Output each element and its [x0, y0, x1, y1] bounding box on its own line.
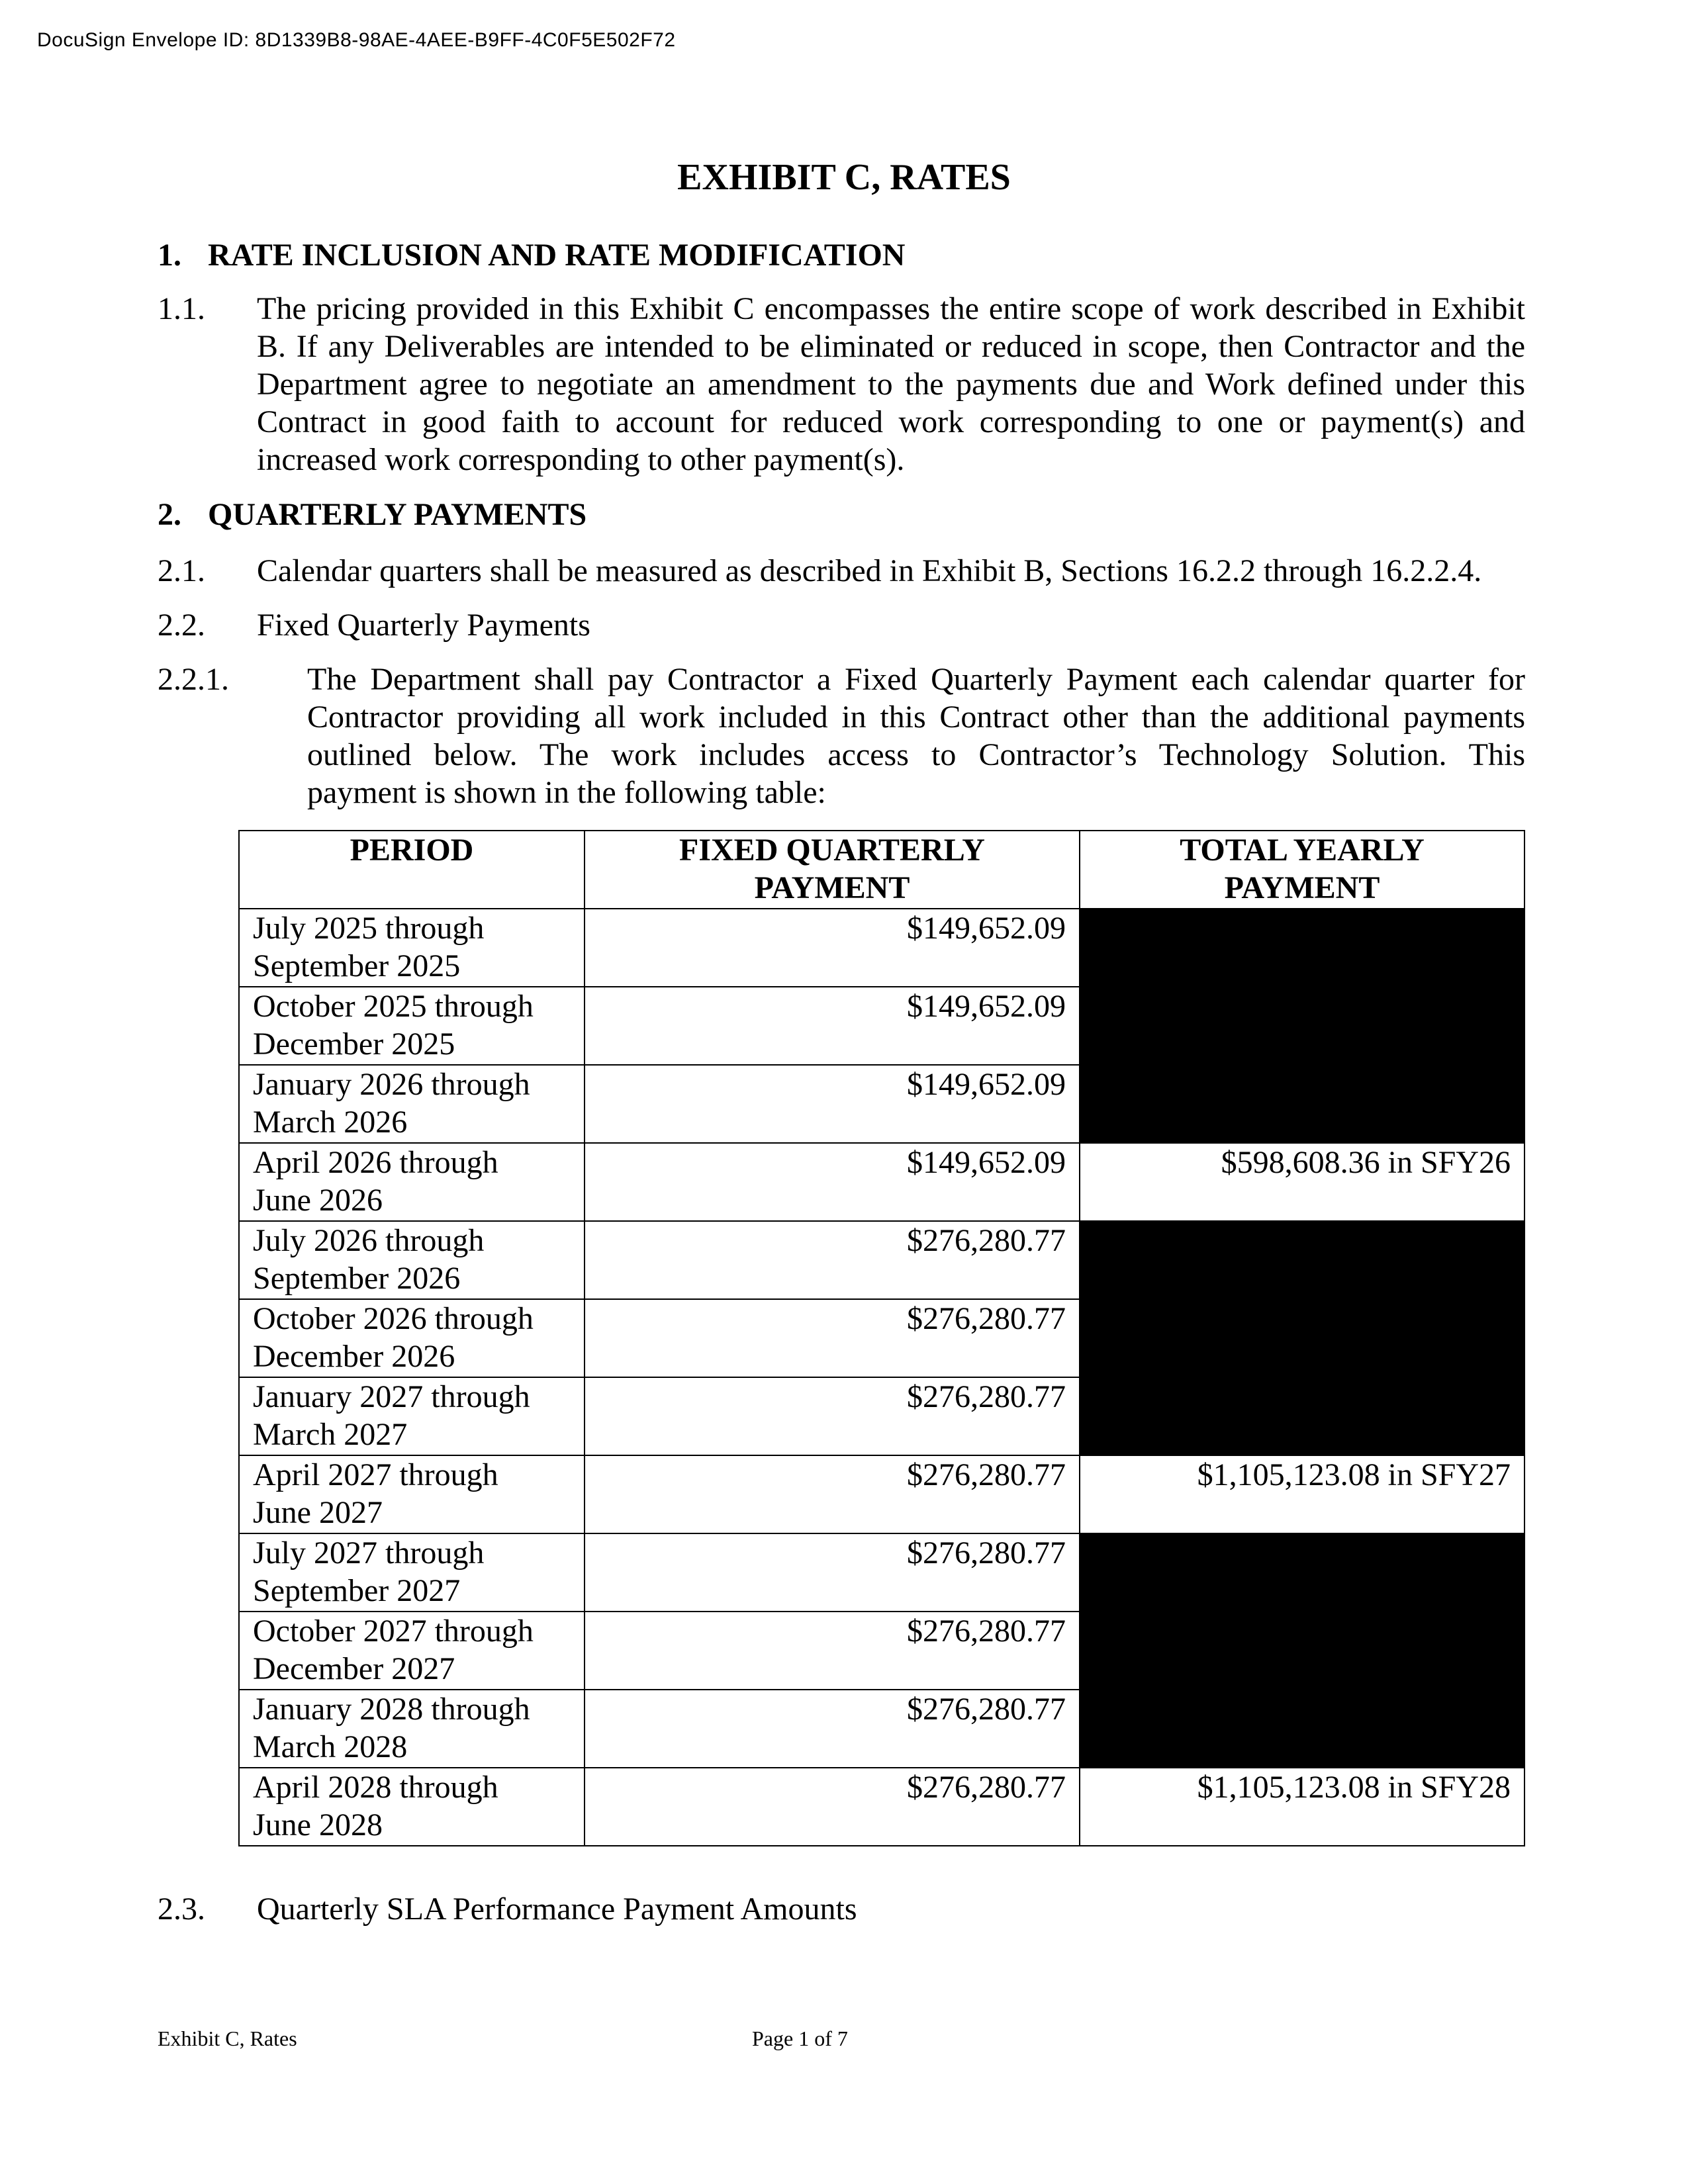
page-title: EXHIBIT C, RATES: [677, 157, 1011, 198]
footer-page-number: Page 1 of 7: [752, 2026, 848, 2050]
table-row: [239, 1299, 1524, 1377]
footer-document-name: Exhibit C, Rates: [158, 2026, 297, 2050]
paragraph-body: Quarterly SLA Performance Payment Amounts: [257, 1891, 857, 1927]
paragraph-body: [257, 290, 1525, 478]
text-line: B. If any Deliverables are intended to be eliminated or reduced in scope, then Contractor and the: [257, 329, 1525, 364]
fixed-payment-cell: $149,652.09: [585, 1065, 1080, 1143]
text-line: Contractor providing all work included in this Contract other than the additional payments: [307, 700, 1525, 735]
period-line: April 2026 through: [253, 1145, 498, 1180]
period-line: June 2028: [253, 1807, 383, 1843]
header-text: PAYMENT: [754, 870, 910, 905]
table-row: [239, 1143, 1524, 1221]
period-cell: [239, 1377, 585, 1455]
period-line: July 2026 through: [253, 1223, 485, 1258]
redacted-cell: [1080, 1612, 1524, 1690]
header-total-yearly-payment: [1080, 831, 1524, 909]
period-cell: [239, 1065, 585, 1143]
period-line: March 2026: [253, 1105, 408, 1140]
table-header-row: [239, 831, 1524, 909]
paragraph-2-1: [158, 552, 1525, 590]
header-text: TOTAL YEARLY: [1180, 833, 1425, 868]
paragraph-body: Fixed Quarterly Payments: [257, 608, 590, 643]
total-yearly-payment-cell: $1,105,123.08 in SFY28: [1080, 1768, 1524, 1846]
redacted-cell: [1080, 987, 1524, 1065]
period-line: January 2028 through: [253, 1692, 530, 1727]
fixed-payment-cell: $149,652.09: [585, 1143, 1080, 1221]
text-line: increased work corresponding to other payment(s).: [257, 442, 905, 477]
fixed-payment-cell: $276,280.77: [585, 1690, 1080, 1768]
text-line: The Department shall pay Contractor a Fixed Quarterly Payment each calendar quarter for: [307, 662, 1525, 697]
period-line: September 2027: [253, 1573, 461, 1608]
period-cell: [239, 1455, 585, 1533]
paragraph-number: 2.1.: [158, 553, 205, 588]
period-line: October 2026 through: [253, 1301, 534, 1336]
period-line: March 2027: [253, 1417, 408, 1452]
section-2-heading: [158, 496, 586, 533]
header-period: [239, 831, 585, 909]
total-yearly-payment-cell: $598,608.36 in SFY26: [1080, 1143, 1524, 1221]
period-line: January 2026 through: [253, 1067, 530, 1102]
section-number: 1.: [158, 238, 181, 273]
period-cell: [239, 1768, 585, 1846]
period-line: December 2026: [253, 1339, 455, 1374]
redacted-cell: [1080, 1065, 1524, 1143]
paragraph-2-2: [158, 606, 1525, 644]
fixed-payment-cell: $149,652.09: [585, 987, 1080, 1065]
period-cell: [239, 1690, 585, 1768]
period-line: October 2025 through: [253, 989, 534, 1024]
period-line: April 2028 through: [253, 1770, 498, 1805]
header-text: PERIOD: [350, 833, 474, 868]
fixed-payment-cell: $276,280.77: [585, 1299, 1080, 1377]
period-line: April 2027 through: [253, 1457, 498, 1492]
fixed-quarterly-payment-table: [238, 830, 1525, 1846]
paragraph-number: 2.2.: [158, 608, 205, 643]
paragraph-number: 1.1.: [158, 291, 205, 326]
text-line: outlined below. The work includes access to Contractor’s Technology Solution. This: [307, 737, 1525, 772]
period-cell: [239, 1299, 585, 1377]
table-row: [239, 1690, 1524, 1768]
section-number: 2.: [158, 497, 181, 532]
period-line: September 2026: [253, 1261, 461, 1296]
table-row: [239, 1768, 1524, 1846]
period-line: March 2028: [253, 1729, 408, 1764]
period-line: June 2026: [253, 1183, 383, 1218]
period-cell: [239, 1533, 585, 1612]
table-row: [239, 1221, 1524, 1299]
header-text: PAYMENT: [1224, 870, 1380, 905]
paragraph-number: 2.3.: [158, 1891, 205, 1927]
table-row: [239, 1455, 1524, 1533]
table-row: [239, 1065, 1524, 1143]
period-cell: [239, 987, 585, 1065]
paragraph-2-3: [158, 1890, 1525, 1928]
period-line: December 2025: [253, 1026, 455, 1062]
fixed-payment-cell: $276,280.77: [585, 1455, 1080, 1533]
fixed-payment-cell: $276,280.77: [585, 1612, 1080, 1690]
text-line: payment is shown in the following table:: [307, 775, 826, 810]
redacted-cell: [1080, 1377, 1524, 1455]
fixed-payment-cell: $276,280.77: [585, 1768, 1080, 1846]
section-title: RATE INCLUSION AND RATE MODIFICATION: [208, 238, 906, 273]
paragraph-number: 2.2.1.: [158, 662, 229, 697]
text-line: Department agree to negotiate an amendment to the payments due and Work defined under this: [257, 367, 1525, 402]
total-yearly-payment-cell: $1,105,123.08 in SFY27: [1080, 1455, 1524, 1533]
period-cell: [239, 1221, 585, 1299]
period-line: July 2025 through: [253, 911, 485, 946]
redacted-cell: [1080, 1533, 1524, 1612]
period-cell: [239, 909, 585, 987]
period-line: October 2027 through: [253, 1614, 534, 1649]
paragraph-2-2-1: [158, 660, 1525, 811]
table-row: [239, 1533, 1524, 1612]
section-title: QUARTERLY PAYMENTS: [208, 497, 587, 532]
period-cell: [239, 1143, 585, 1221]
section-1-heading: [158, 237, 905, 273]
table-row: [239, 987, 1524, 1065]
period-line: January 2027 through: [253, 1379, 530, 1414]
text-line: Contract in good faith to account for reduced work corresponding to one or payment(s) and: [257, 404, 1525, 439]
paragraph-body: Calendar quarters shall be measured as described in Exhibit B, Sections 16.2.2 through 16.2.2.4.: [257, 553, 1482, 588]
redacted-cell: [1080, 1299, 1524, 1377]
period-line: December 2027: [253, 1651, 455, 1686]
table-row: [239, 909, 1524, 987]
period-line: June 2027: [253, 1495, 383, 1530]
period-cell: [239, 1612, 585, 1690]
redacted-cell: [1080, 1690, 1524, 1768]
table-row: [239, 1377, 1524, 1455]
header-text: FIXED QUARTERLY: [679, 833, 985, 868]
text-line: The pricing provided in this Exhibit C encompasses the entire scope of work described in Exhibit: [257, 291, 1525, 326]
fixed-payment-cell: $276,280.77: [585, 1377, 1080, 1455]
fixed-payment-cell: $149,652.09: [585, 909, 1080, 987]
paragraph-1-1: [158, 290, 1525, 478]
docusign-envelope-id: DocuSign Envelope ID: 8D1339B8-98AE-4AEE-B9FF-4C0F5E502F72: [37, 29, 676, 51]
header-fixed-quarterly-payment: [585, 831, 1080, 909]
period-line: July 2027 through: [253, 1535, 485, 1570]
period-line: September 2025: [253, 948, 461, 983]
paragraph-body: [307, 660, 1525, 811]
table-row: [239, 1612, 1524, 1690]
fixed-payment-cell: $276,280.77: [585, 1221, 1080, 1299]
redacted-cell: [1080, 909, 1524, 987]
redacted-cell: [1080, 1221, 1524, 1299]
fixed-payment-cell: $276,280.77: [585, 1533, 1080, 1612]
